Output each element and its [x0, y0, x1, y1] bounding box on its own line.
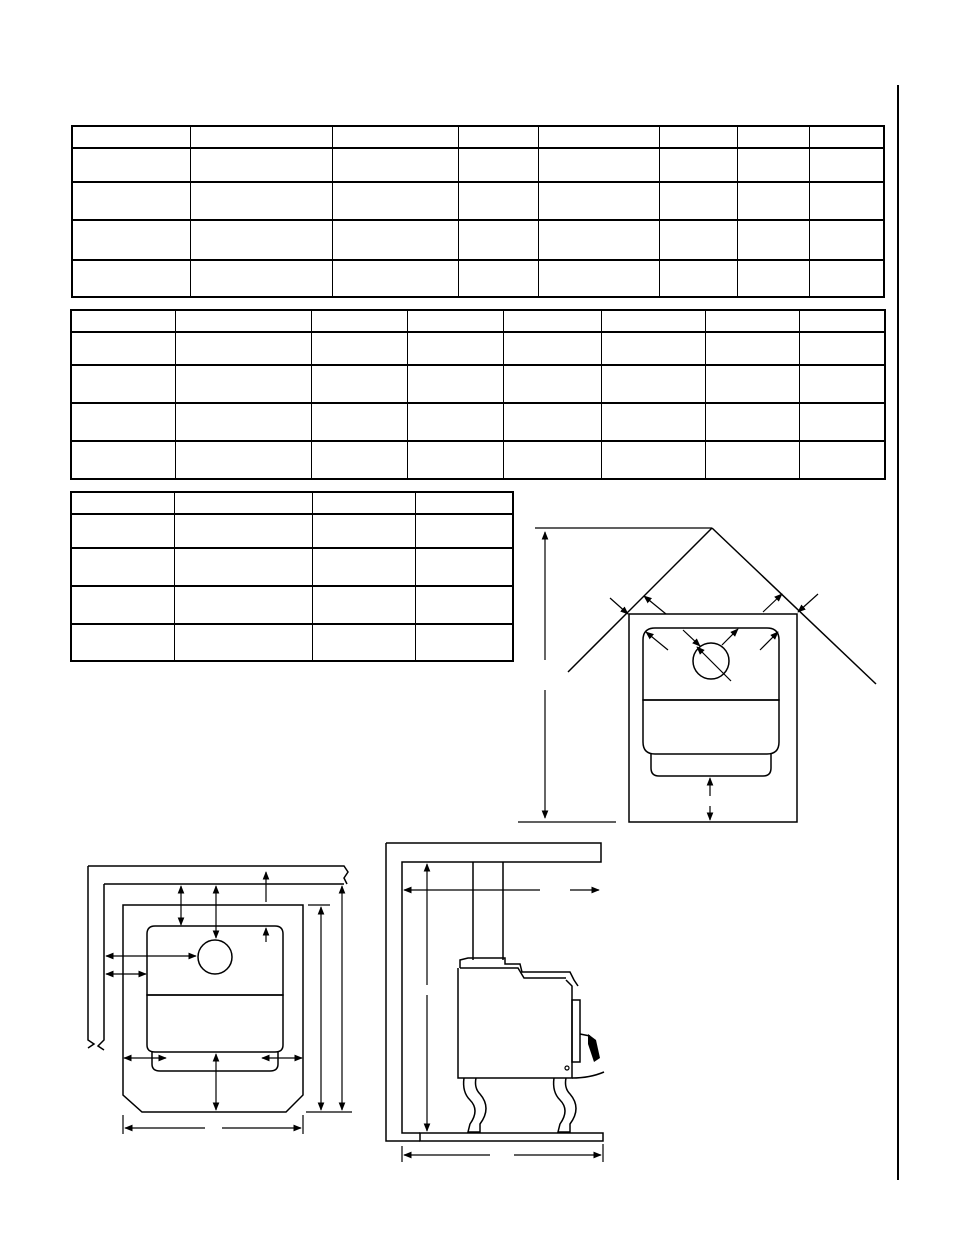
stove-top — [147, 926, 283, 995]
wall-outer — [386, 843, 420, 1141]
dimension-arrow — [798, 594, 818, 612]
stove-ashlip — [651, 754, 771, 776]
parallel-installation-top-view — [88, 866, 352, 1134]
wall-back-outer — [88, 866, 348, 884]
stove-top — [643, 628, 779, 700]
floor-protector — [123, 905, 303, 1112]
dimension-arrow — [646, 632, 668, 650]
stove-leg-rear — [464, 1078, 486, 1132]
dimension-arrow — [722, 629, 738, 645]
wall-side-outer — [88, 866, 94, 1048]
dimension-arrow — [760, 632, 778, 650]
stove-door — [572, 1000, 580, 1062]
door-handle-grip — [588, 1034, 600, 1062]
flue-collar — [198, 940, 232, 974]
dimension-arrow — [644, 596, 666, 614]
air-control-knob — [565, 1066, 569, 1070]
stove-body — [643, 700, 779, 754]
stove-leg-front — [554, 1078, 576, 1132]
corner-wall-left — [568, 528, 712, 672]
stove-top-plate-inner — [460, 968, 566, 978]
corner-wall-right — [712, 528, 876, 684]
dimension-arrow — [610, 598, 628, 614]
stove-body — [147, 995, 283, 1052]
side-elevation-view — [386, 843, 604, 1162]
stove-body — [458, 968, 572, 1078]
dimension-arrow — [763, 594, 782, 612]
wall-inner — [386, 843, 601, 1133]
floor-protector — [629, 614, 797, 822]
stove-top-plate — [460, 958, 578, 986]
wall-side-inner — [98, 884, 104, 1050]
stove-front-lip — [572, 1072, 604, 1078]
corner-installation-diagram — [518, 528, 876, 822]
dimension-arrow — [683, 630, 700, 646]
stove-ashlip — [152, 1052, 278, 1071]
hearth-pad — [420, 1133, 603, 1141]
